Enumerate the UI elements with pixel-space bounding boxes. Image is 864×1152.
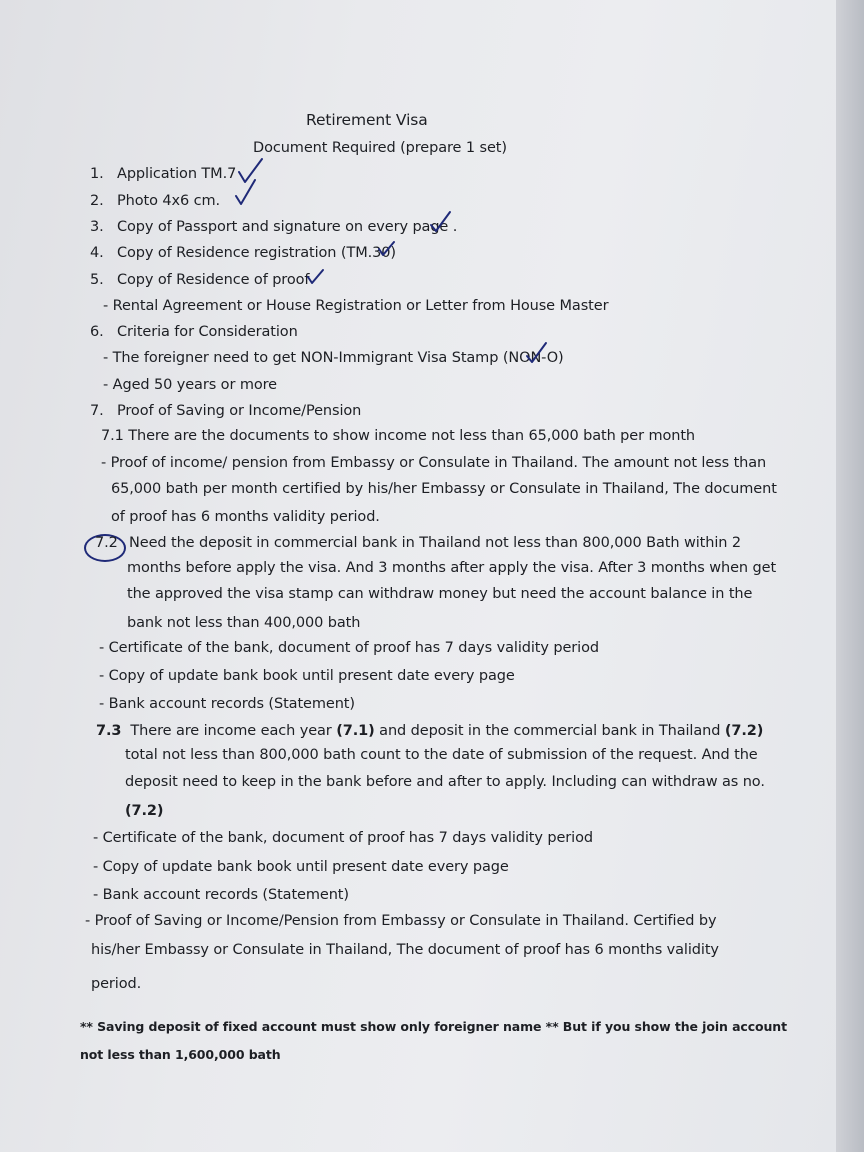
list-item: - Bank account records (Statement) [99, 696, 355, 712]
text-line: total not less than 800,000 bath count to the date of submission of the request. And the [125, 747, 758, 763]
text-line: his/her Embassy or Consulate in Thailand, The document of proof has 6 months validity [91, 942, 719, 958]
footnote: not less than 1,600,000 bath [80, 1047, 281, 1062]
checkmark-icon [428, 208, 454, 234]
text-span: There are income each year [130, 723, 332, 739]
footnote: ** Saving deposit of fixed account must show only foreigner name ** But if you show the join account [80, 1019, 787, 1034]
sub-item [96, 723, 763, 739]
sub-item-number: 7.3 [96, 723, 122, 739]
text-line: of proof has 6 months validity period. [111, 509, 380, 525]
list-item: Application TM.7 [117, 166, 237, 182]
text-line: the approved the visa stamp can withdraw money but need the account balance in the [127, 586, 753, 602]
list-item: - Copy of update bank book until present date every page [93, 859, 509, 875]
checkmark-icon [233, 178, 261, 208]
list-item: - Certificate of the bank, document of proof has 7 days validity period [93, 830, 593, 846]
paper-edge [836, 0, 864, 1152]
list-item: - Copy of update bank book until present date every page [99, 668, 515, 684]
list-item: Copy of Residence of proof [117, 272, 310, 288]
checkmark-icon [305, 266, 327, 286]
text-line: bank not less than 400,000 bath [127, 615, 361, 631]
text-line: months before apply the visa. And 3 months after apply the visa. After 3 months when get [127, 560, 777, 576]
list-item: - Rental Agreement or House Registration or Letter from House Master [103, 298, 609, 314]
text-span: and deposit in the commercial bank in Thailand [379, 723, 721, 739]
item-number: 4. [90, 245, 104, 261]
text-line: 65,000 bath per month certified by his/her Embassy or Consulate in Thailand, The document [111, 481, 777, 497]
sub-item: 7.1 There are the documents to show income not less than 65,000 bath per month [101, 428, 696, 444]
checkmark-icon [524, 340, 550, 366]
item-number: 7. [90, 403, 104, 419]
text-line: Need the deposit in commercial bank in Thailand not less than 800,000 Bath within 2 [129, 535, 741, 551]
item-number: 2. [90, 193, 104, 209]
item-number: 6. [90, 324, 104, 340]
page-subtitle: Document Required (prepare 1 set) [253, 140, 507, 156]
list-item: - Proof of Saving or Income/Pension from Embassy or Consulate in Thailand. Certified by [85, 913, 717, 929]
list-item: Proof of Saving or Income/Pension [117, 403, 362, 419]
list-item: - The foreigner need to get NON-Immigrant Visa Stamp (NON-O) [103, 350, 564, 366]
list-item: - Bank account records (Statement) [93, 887, 349, 903]
list-item: Copy of Passport and signature on every page . [117, 219, 458, 235]
reference-span: (7.1) [336, 723, 375, 739]
page-title: Retirement Visa [306, 111, 428, 129]
item-number: 5. [90, 272, 104, 288]
list-item: - Aged 50 years or more [103, 377, 277, 393]
list-item: Photo 4x6 cm. [117, 193, 221, 209]
text-line: period. [91, 976, 142, 992]
sub-item-number: 7.2 [95, 535, 118, 551]
list-item: Copy of Residence registration (TM.30) [117, 245, 396, 261]
text-line: (7.2) [125, 803, 164, 819]
list-item: - Certificate of the bank, document of proof has 7 days validity period [99, 640, 599, 656]
list-item: - Proof of income/ pension from Embassy or Consulate in Thailand. The amount not less than [101, 455, 767, 471]
reference-span: (7.2) [724, 723, 764, 739]
checkmark-icon [376, 238, 398, 258]
item-number: 1. [90, 166, 104, 182]
text-line: deposit need to keep in the bank before and after to apply. Including can withdraw as no. [125, 774, 765, 790]
list-item: Criteria for Consideration [117, 324, 298, 340]
item-number: 3. [90, 219, 104, 235]
